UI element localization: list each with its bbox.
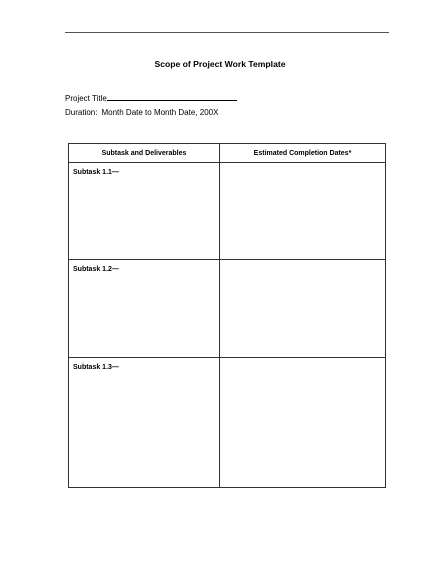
table-row xyxy=(69,358,386,488)
scope-table xyxy=(68,143,386,488)
project-title-blank[interactable] xyxy=(107,92,237,101)
completion-date-cell[interactable] xyxy=(220,163,386,260)
completion-date-cell[interactable] xyxy=(220,358,386,488)
duration-value: Month Date to Month Date, 200X xyxy=(101,108,219,117)
duration-field xyxy=(65,107,218,118)
duration-label: Duration: xyxy=(65,108,98,117)
subtask-label: Subtask 1.3— xyxy=(73,364,119,371)
completion-date-cell[interactable] xyxy=(220,260,386,358)
header-subtask-deliverables: Subtask and Deliverables xyxy=(69,144,220,163)
subtask-cell[interactable] xyxy=(69,260,220,358)
subtask-label: Subtask 1.2— xyxy=(73,266,119,273)
header-completion-dates: Estimated Completion Dates* xyxy=(220,144,386,163)
project-title-label: Project Title xyxy=(65,94,107,103)
project-title-field xyxy=(65,92,237,104)
top-rule xyxy=(65,32,389,33)
document-title: Scope of Project Work Template xyxy=(154,59,286,69)
subtask-cell[interactable] xyxy=(69,163,220,260)
table-row xyxy=(69,163,386,260)
table-row xyxy=(69,260,386,358)
table-header-row xyxy=(69,144,386,163)
subtask-cell[interactable] xyxy=(69,358,220,488)
subtask-label: Subtask 1.1— xyxy=(73,169,119,176)
